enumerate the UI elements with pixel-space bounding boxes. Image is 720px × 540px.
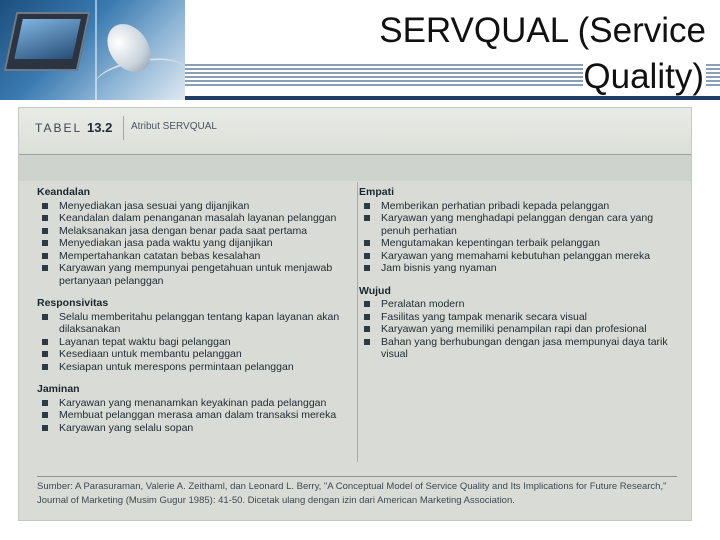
attribute-item: Karyawan yang memiliki penampilan rapi dan profesional xyxy=(359,323,681,336)
attribute-item: Keandalan dalam penanganan masalah layanan pelanggan xyxy=(37,212,355,225)
attribute-item: Membuat pelanggan merasa aman dalam transaksi mereka xyxy=(37,409,355,422)
attribute-item: Karyawan yang mempunyai pengetahuan untuk menjawab pertanyaan pelanggan xyxy=(37,262,355,287)
section-heading: Empati xyxy=(359,186,395,198)
attribute-item: Karyawan yang memahami kebutuhan pelanggan mereka xyxy=(359,250,681,263)
column-divider xyxy=(357,182,358,462)
attribute-item: Menyediakan jasa pada waktu yang dijanjikan xyxy=(37,237,355,250)
table-label: TABEL 13.2 xyxy=(35,120,113,135)
attribute-item: Memberikan perhatian pribadi kepada pelanggan xyxy=(359,200,681,213)
attribute-item: Karyawan yang menghadapi pelanggan dengan cara yang penuh perhatian xyxy=(359,212,681,237)
attribute-item: Fasilitas yang tampak menarik secara visual xyxy=(359,311,681,324)
attribute-item: Mengutamakan kepentingan terbaik pelanggan xyxy=(359,237,681,250)
attribute-item: Peralatan modern xyxy=(359,298,681,311)
attribute-item: Kesiapan untuk merespons permintaan pelanggan xyxy=(37,361,355,374)
servqual-table-scan xyxy=(18,107,692,521)
attribute-item: Selalu memberitahu pelanggan tentang kapan layanan akan dilaksanakan xyxy=(37,311,355,336)
section-heading: Responsivitas xyxy=(37,297,109,309)
attribute-item: Karyawan yang selalu sopan xyxy=(37,422,355,435)
header-photo-laptop-mouse xyxy=(0,0,185,100)
section-heading: Jaminan xyxy=(37,383,80,395)
table-source-note: Sumber: A Parasuraman, Valerie A. Zeithaml, dan Leonard L. Berry, "A Conceptual Model of Service Quality and Its Implications for Future Research," Journal of Marketing (Musim Gugur 1985): 41-50. Dicetak ulang dengan izin dari American Marketing Association. xyxy=(37,476,677,508)
attribute-item: Menyediakan jasa sesuai yang dijanjikan xyxy=(37,200,355,213)
section-heading: Keandalan xyxy=(37,186,91,198)
slide-title: SERVQUAL (Service Quality) xyxy=(379,11,706,96)
attribute-item: Layanan tepat waktu bagi pelanggan xyxy=(37,336,355,349)
laptop-image xyxy=(4,12,91,71)
attribute-item: Mempertahankan catatan bebas kesalahan xyxy=(37,250,355,263)
table-band xyxy=(19,155,691,181)
attribute-item: Bahan yang berhubungan dengan jasa mempunyai daya tarik visual xyxy=(359,336,681,361)
section-heading: Wujud xyxy=(359,284,391,297)
right-column xyxy=(359,184,681,361)
table-header xyxy=(19,108,691,155)
attribute-item: Kesediaan untuk membantu pelanggan xyxy=(37,348,355,361)
attribute-item: Jam bisnis yang nyaman xyxy=(359,262,681,275)
attribute-item: Melaksanakan jasa dengan benar pada saat pertama xyxy=(37,225,355,238)
left-column xyxy=(37,184,355,434)
table-caption: Atribut SERVQUAL xyxy=(131,121,217,132)
attribute-item: Karyawan yang menanamkan keyakinan pada pelanggan xyxy=(37,397,355,410)
